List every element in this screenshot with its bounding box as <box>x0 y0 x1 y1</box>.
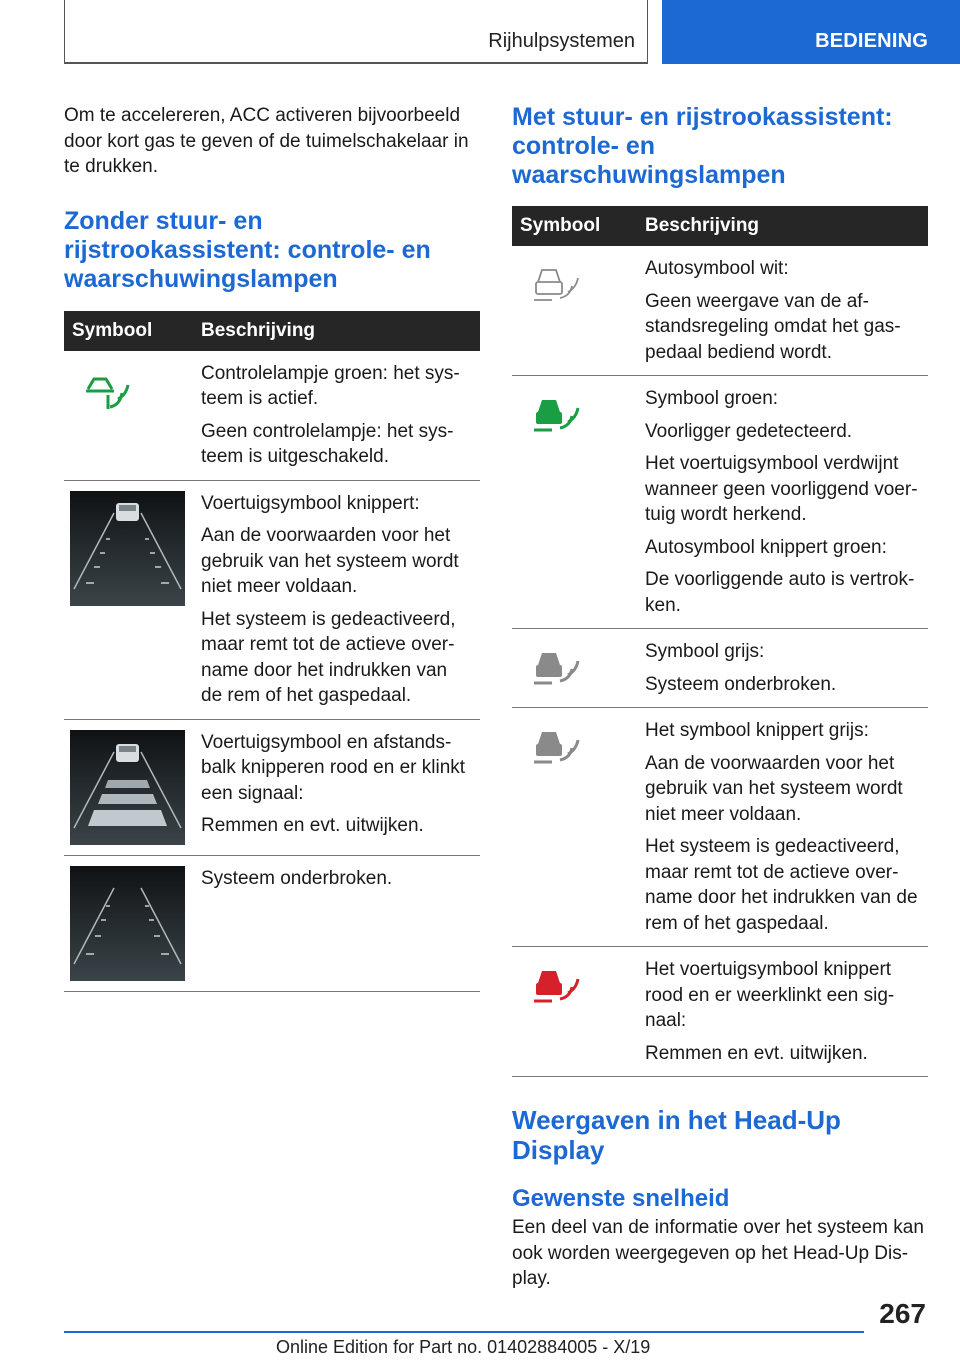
desc-line: Het voertuigsymbool verdwijnt wanneer geen voorliggend voertuig wordt herkend. <box>645 453 918 525</box>
hud-subheading: Gewenste snelheid <box>512 1185 730 1212</box>
desc-cell <box>193 480 480 719</box>
table-row <box>512 947 928 1077</box>
desc-line: Systeem onderbroken. <box>645 673 837 695</box>
desc-line: De voorliggende auto is vertrokken. <box>645 569 915 616</box>
header-chapter-tab <box>662 0 960 64</box>
car-green-icon <box>518 386 629 439</box>
right-heading: Met stuur- en rijstrookassistent: controle- en waarschuwingslampen <box>512 103 893 189</box>
dash-empty-lanes-image <box>70 866 185 981</box>
acc-green-icon <box>70 361 185 416</box>
symbol-cell <box>512 246 637 376</box>
right-column <box>512 103 928 1292</box>
header-section-title: Rijhulpsystemen <box>488 30 635 52</box>
desc-line: Het voertuigsymbool knippert rood en er weerklinkt een signaal: <box>645 959 895 1031</box>
col-desc-header: Beschrijving <box>637 206 928 246</box>
col-symbol-header: Symbool <box>64 311 193 351</box>
hud-paragraph: Een deel van de informatie over het systeem kan ook worden weergegeven op het Head-Up Display. <box>512 1217 924 1289</box>
left-table <box>64 311 480 992</box>
header-section-box <box>64 0 648 64</box>
car-grey-flashing-icon <box>518 718 629 771</box>
desc-line: Voorligger gedetecteerd. <box>645 420 853 442</box>
col-symbol-header: Symbool <box>512 206 637 246</box>
desc-line: Controlelampje groen: het systeem is actief. <box>201 362 460 409</box>
desc-cell <box>637 629 928 708</box>
col-desc-header: Beschrijving <box>193 311 480 351</box>
desc-line: Autosymbool knippert groen: <box>645 536 887 558</box>
table-row <box>64 351 480 481</box>
table-row <box>512 376 928 629</box>
intro-paragraph: Om te accelereren, ACC activeren bijvoorbeeld door kort gas te geven of de tuimelschakelaar in te drukken. <box>64 105 469 177</box>
car-grey-icon <box>518 639 629 692</box>
desc-cell <box>193 351 480 481</box>
table-row <box>64 719 480 855</box>
desc-line: Geen controlelampje: het systeem is uitgeschakeld. <box>201 420 454 467</box>
symbol-cell <box>64 351 193 481</box>
car-white-icon <box>518 256 629 309</box>
table-header-row <box>512 206 928 246</box>
table-row <box>512 629 928 708</box>
desc-line: Aan de voorwaarden voor het gebruik van het systeem wordt niet meer voldaan. <box>645 752 903 825</box>
desc-cell <box>637 246 928 376</box>
desc-line: Symbool groen: <box>645 388 779 409</box>
footer-edition: Online Edition for Part no. 01402884005 - X/19 <box>276 1337 651 1357</box>
hud-heading: Weergaven in het Head-Up Display <box>512 1105 841 1165</box>
table-row <box>64 480 480 719</box>
desc-line: Autosymbool wit: <box>645 258 789 279</box>
desc-line: Aan de voorwaarden voor het gebruik van het systeem wordt niet meer voldaan. <box>201 525 459 597</box>
desc-line: Het symbool knippert grijs: <box>645 720 869 741</box>
symbol-cell <box>512 629 637 708</box>
desc-line: Remmen en evt. uitwijken. <box>645 1042 868 1064</box>
desc-line: Voertuigsymbool en afstandsbalk knipperen rood en er klinkt een signaal: <box>201 731 466 804</box>
desc-cell <box>193 719 480 855</box>
desc-line: Voertuigsymbool knippert: <box>201 492 420 514</box>
table-row <box>64 855 480 991</box>
symbol-cell <box>512 376 637 629</box>
symbol-cell <box>64 855 193 991</box>
dash-vehicle-flashing-image <box>70 491 185 606</box>
desc-cell <box>637 708 928 947</box>
table-header-row <box>64 311 480 351</box>
footer-divider <box>64 1331 864 1333</box>
desc-line: Het systeem is gedeactiveerd, maar remt tot de actieve overname door het indrukken van de rem of het gaspedaal. <box>645 836 918 934</box>
desc-line: Het systeem is gedeactiveerd, maar remt tot de actieve overname door het indrukken van de rem of het gaspedaal. <box>201 608 456 706</box>
desc-line: Symbool grijs: <box>645 641 765 662</box>
desc-line: Remmen en evt. uitwijken. <box>201 815 424 836</box>
desc-cell <box>193 855 480 991</box>
dash-distance-bars-image <box>70 730 185 845</box>
symbol-cell <box>512 947 637 1077</box>
desc-cell <box>637 376 928 629</box>
page-number: 267 <box>879 1298 926 1329</box>
header-chapter-title: BEDIENING <box>815 30 928 52</box>
symbol-cell <box>64 480 193 719</box>
table-row <box>512 246 928 376</box>
symbol-cell <box>512 708 637 947</box>
table-row <box>512 708 928 947</box>
desc-cell <box>637 947 928 1077</box>
car-red-icon <box>518 957 629 1010</box>
left-column <box>64 103 480 992</box>
right-table <box>512 206 928 1077</box>
desc-line: Systeem onderbroken. <box>201 867 393 889</box>
desc-line: Geen weergave van de afstandsregeling omdat het gaspedaal bediend wordt. <box>645 290 901 363</box>
left-heading: Zonder stuur- en rijstrookassistent: controle- en waarschuwingslampen <box>64 206 431 293</box>
symbol-cell <box>64 719 193 855</box>
